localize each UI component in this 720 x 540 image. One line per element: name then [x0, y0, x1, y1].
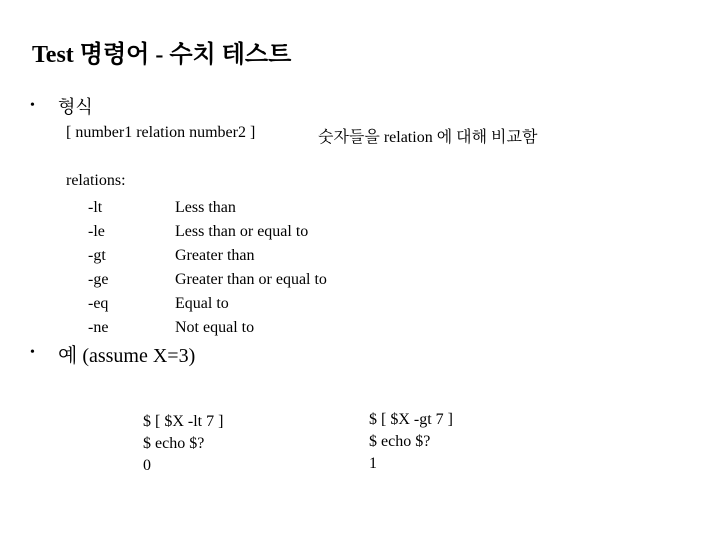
bullet-marker: • [30, 345, 35, 360]
bullet-heading-format: 형식 [58, 97, 93, 117]
relation-operator: -ge [88, 271, 109, 288]
relation-meaning: Not equal to [175, 319, 255, 336]
example-line: $ [ $X -lt 7 ] [143, 413, 224, 430]
relation-meaning: Equal to [175, 295, 229, 312]
example-line: 0 [143, 457, 151, 474]
relation-operator: -gt [88, 247, 106, 264]
example-line: $ [ $X -gt 7 ] [369, 411, 453, 428]
bullet-marker: • [30, 98, 35, 113]
relation-meaning: Less than or equal to [175, 223, 309, 240]
relation-meaning: Less than [175, 199, 236, 216]
syntax-description: 숫자들을 relation 에 대해 비교함 [318, 129, 538, 146]
relation-meaning: Greater than [175, 247, 255, 264]
relations-label: relations: [66, 172, 126, 189]
relation-operator: -ne [88, 319, 109, 336]
slide-title: Test 명령어 - 수치 테스트 [32, 42, 292, 68]
bullet-heading-example: 예 (assume X=3) [58, 345, 196, 367]
example-line: $ echo $? [369, 433, 431, 450]
relation-operator: -lt [88, 199, 103, 216]
relation-operator: -eq [88, 295, 109, 312]
example-lt [143, 411, 223, 477]
example-line: 1 [369, 455, 377, 472]
relation-operator: -le [88, 223, 105, 240]
example-line: $ echo $? [143, 435, 205, 452]
example-gt [369, 409, 453, 475]
relation-meaning: Greater than or equal to [175, 271, 327, 288]
relation-meaning-list [175, 196, 327, 340]
syntax-line: [ number1 relation number2 ] [66, 124, 256, 141]
relation-operator-list [88, 196, 108, 340]
